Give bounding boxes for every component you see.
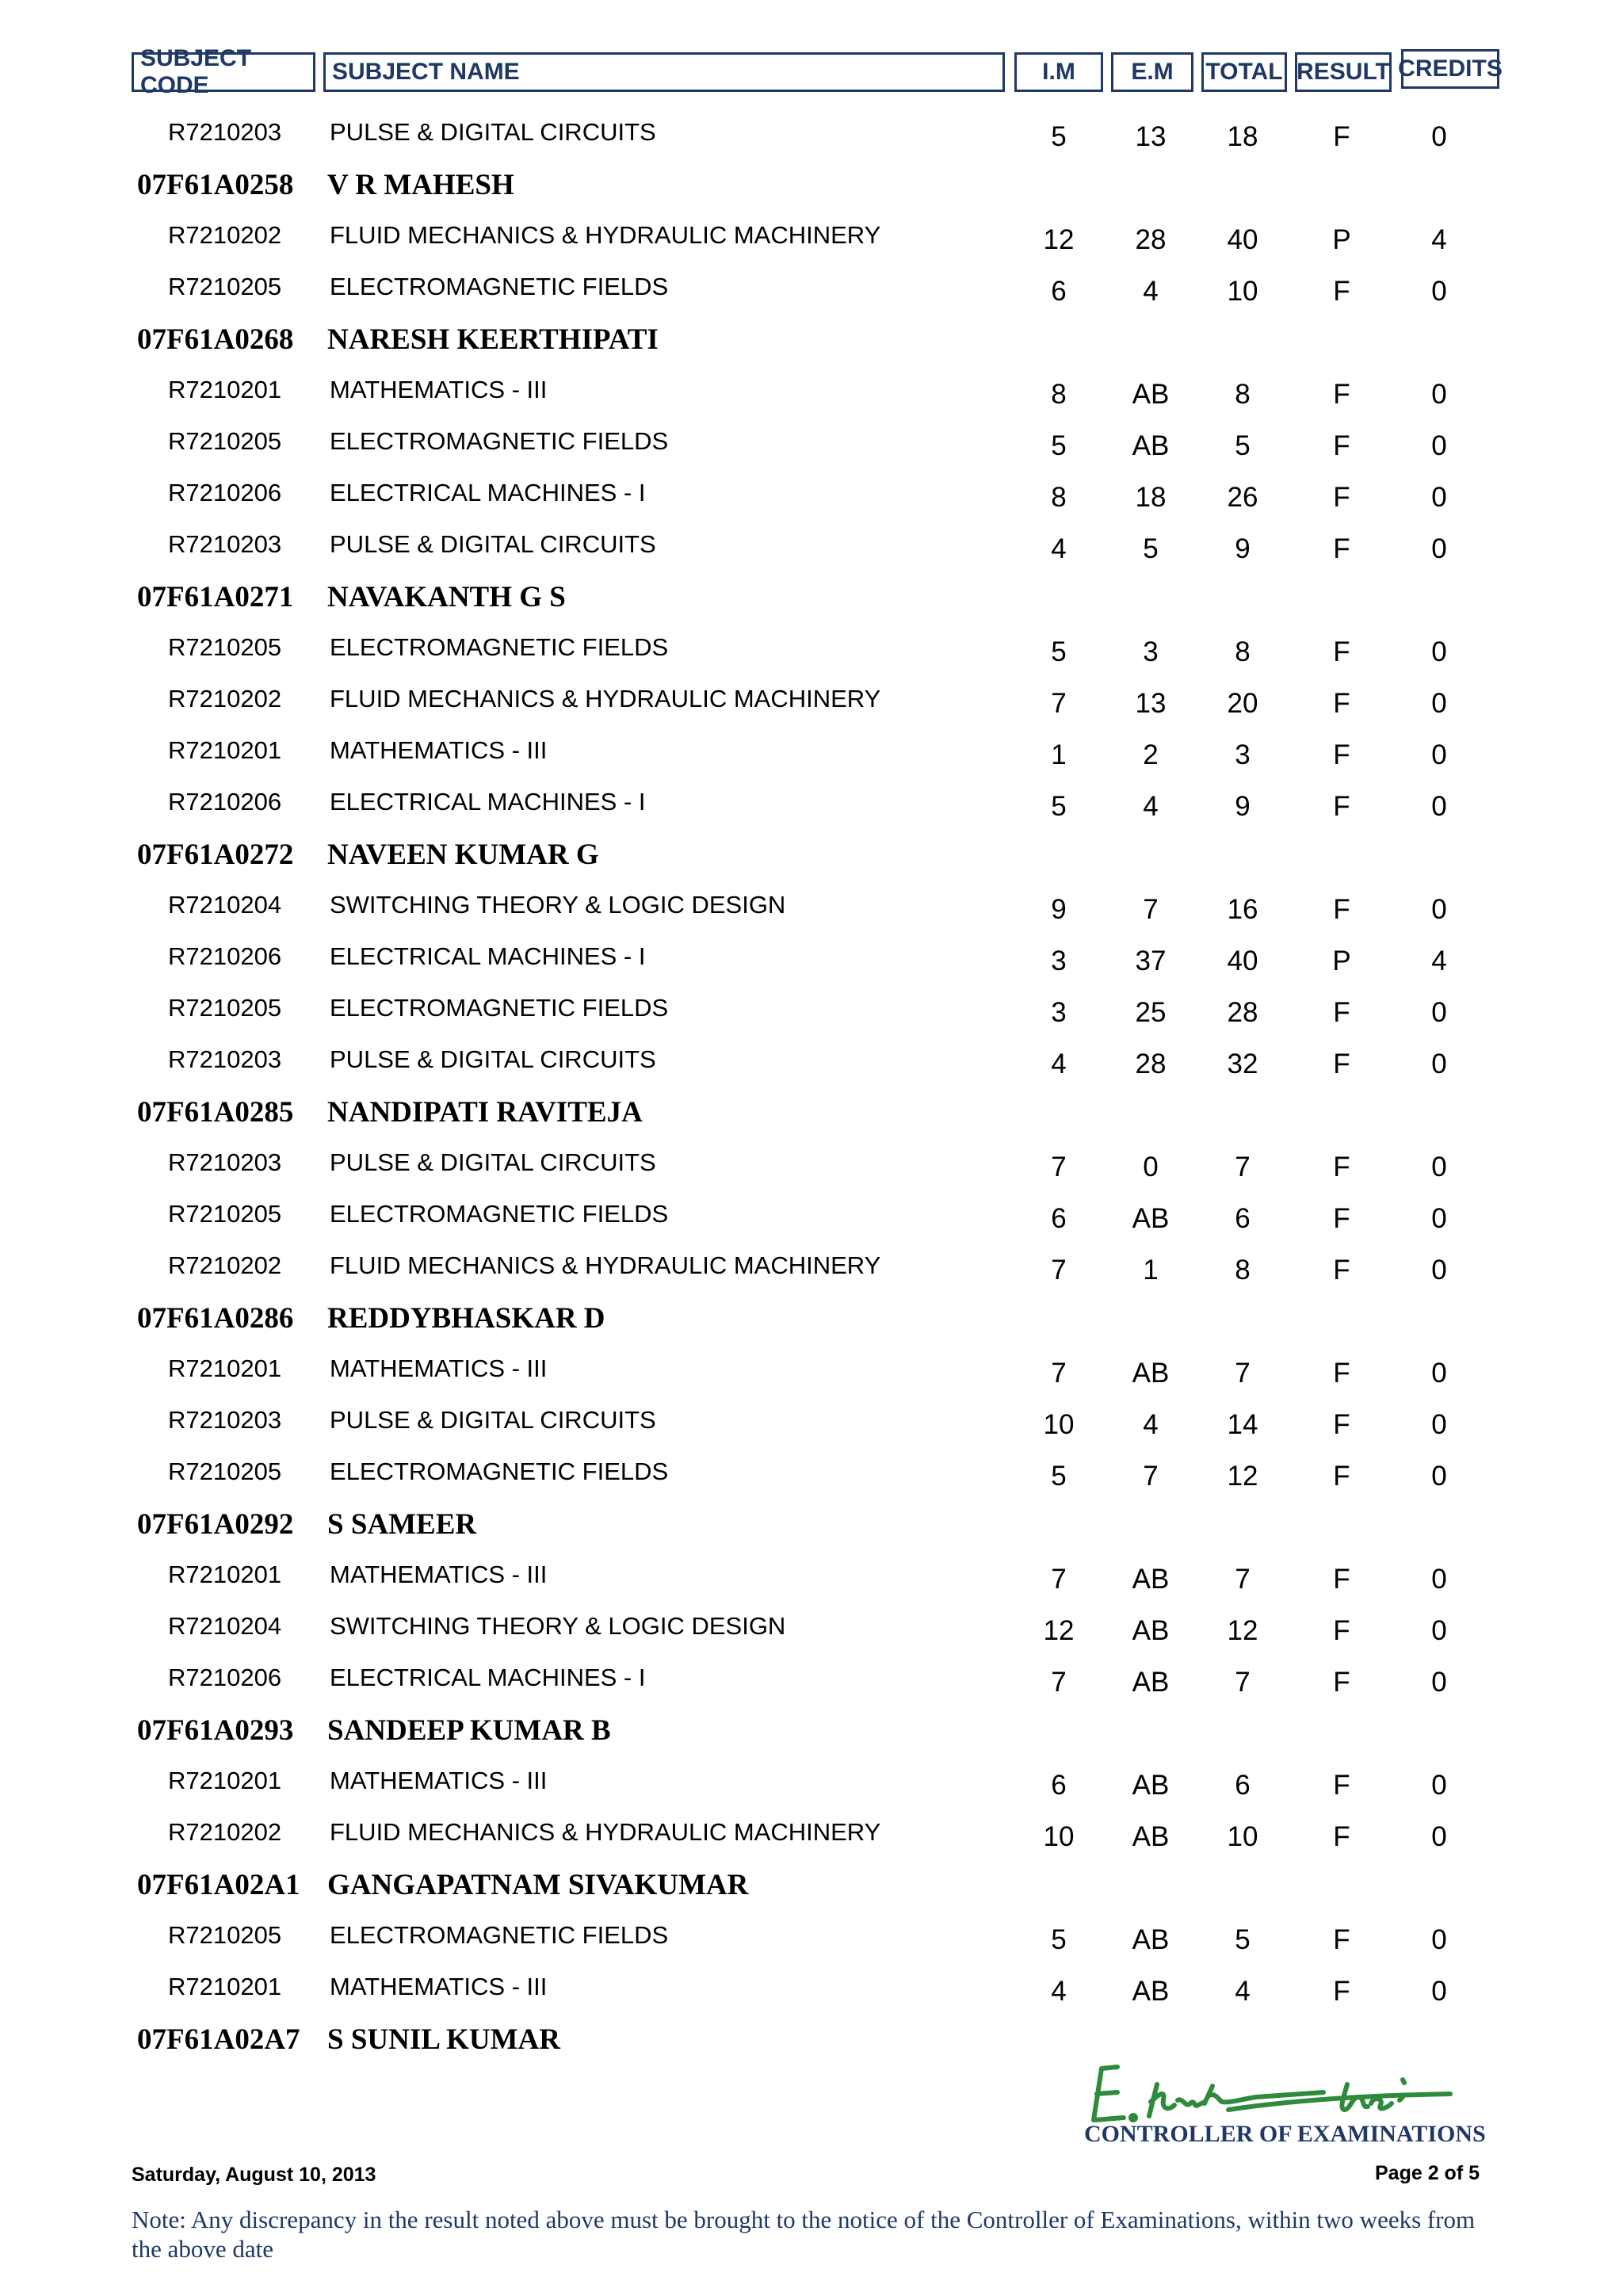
student-header-row — [0, 168, 1623, 220]
student-id: 07F61A0268 — [137, 323, 294, 356]
credits: 0 — [1431, 1358, 1447, 1389]
internal-marks: 5 — [1051, 1461, 1067, 1492]
subject-code: R7210203 — [168, 118, 282, 146]
header-total: TOTAL — [1201, 52, 1287, 92]
internal-marks: 5 — [1051, 430, 1067, 461]
credits: 0 — [1431, 894, 1447, 925]
student-name: REDDYBHASKAR D — [327, 1302, 605, 1335]
credits: 0 — [1431, 791, 1447, 822]
result: F — [1333, 121, 1350, 152]
internal-marks: 3 — [1051, 997, 1067, 1028]
subject-code: R7210202 — [168, 685, 282, 712]
result: F — [1333, 276, 1350, 307]
external-marks: 13 — [1135, 121, 1167, 152]
total-marks: 10 — [1227, 276, 1258, 307]
subject-row — [0, 941, 1623, 992]
student-name: S SAMEER — [327, 1508, 477, 1541]
student-id: 07F61A0285 — [137, 1096, 294, 1129]
result: P — [1332, 946, 1351, 976]
result: F — [1333, 1409, 1350, 1440]
subject-code: R7210201 — [168, 376, 282, 403]
external-marks: AB — [1132, 1203, 1170, 1234]
subject-name: FLUID MECHANICS & HYDRAULIC MACHINERY — [330, 1251, 881, 1279]
student-name: NAVAKANTH G S — [327, 581, 566, 613]
result: F — [1333, 1358, 1350, 1389]
external-marks: 7 — [1143, 1461, 1159, 1492]
controller-signature — [1086, 2045, 1458, 2132]
subject-row — [0, 1456, 1623, 1507]
subject-row — [0, 529, 1623, 580]
student-header-row — [0, 323, 1623, 374]
credits: 0 — [1431, 1409, 1447, 1440]
subject-code: R7210205 — [168, 994, 282, 1022]
total-marks: 28 — [1227, 997, 1258, 1028]
result: F — [1333, 688, 1350, 719]
student-name: NANDIPATI RAVITEJA — [327, 1096, 643, 1129]
result: F — [1333, 1461, 1350, 1492]
student-header-row — [0, 580, 1623, 632]
subject-row — [0, 632, 1623, 683]
subject-name: FLUID MECHANICS & HYDRAULIC MACHINERY — [330, 221, 881, 249]
result: F — [1333, 1152, 1350, 1182]
total-marks: 12 — [1227, 1461, 1258, 1492]
result: F — [1333, 1203, 1350, 1234]
total-marks: 16 — [1227, 894, 1258, 925]
subject-code: R7210204 — [168, 1612, 282, 1640]
subject-name: PULSE & DIGITAL CIRCUITS — [330, 1148, 656, 1176]
credits: 0 — [1431, 997, 1447, 1028]
subject-name: ELECTROMAGNETIC FIELDS — [330, 1457, 669, 1485]
subject-name: MATHEMATICS - III — [330, 1354, 548, 1382]
result: F — [1333, 739, 1350, 770]
subject-row — [0, 683, 1623, 735]
subject-row — [0, 992, 1623, 1044]
external-marks: 28 — [1135, 1049, 1167, 1079]
internal-marks: 10 — [1043, 1409, 1075, 1440]
result: P — [1332, 224, 1351, 255]
header-subject-code: SUBJECT CODE — [132, 52, 315, 92]
credits: 0 — [1431, 1821, 1447, 1852]
internal-marks: 5 — [1051, 121, 1067, 152]
result: F — [1333, 1924, 1350, 1955]
subject-row — [0, 1198, 1623, 1250]
subject-row — [0, 220, 1623, 271]
subject-code: R7210201 — [168, 1767, 282, 1794]
internal-marks: 7 — [1051, 1564, 1067, 1595]
subject-row — [0, 374, 1623, 426]
subject-code: R7210202 — [168, 1818, 282, 1846]
total-marks: 8 — [1235, 1255, 1251, 1286]
subject-code: R7210201 — [168, 1354, 282, 1382]
result: F — [1333, 997, 1350, 1028]
subject-name: FLUID MECHANICS & HYDRAULIC MACHINERY — [330, 1818, 881, 1846]
external-marks: 3 — [1143, 636, 1159, 667]
student-id: 07F61A0293 — [137, 1714, 294, 1747]
subject-name: SWITCHING THEORY & LOGIC DESIGN — [330, 891, 786, 919]
external-marks: 18 — [1135, 482, 1167, 513]
student-header-row — [0, 1301, 1623, 1353]
header-result: RESULT — [1295, 52, 1392, 92]
internal-marks: 4 — [1051, 1976, 1067, 2007]
student-id: 07F61A0258 — [137, 169, 294, 201]
subject-code: R7210203 — [168, 1406, 282, 1434]
internal-marks: 7 — [1051, 1667, 1067, 1698]
subject-name: MATHEMATICS - III — [330, 1767, 548, 1794]
external-marks: AB — [1132, 1770, 1170, 1801]
subject-row — [0, 1971, 1623, 2023]
student-header-row — [0, 1095, 1623, 1147]
print-date: Saturday, August 10, 2013 — [132, 2164, 376, 2186]
result: F — [1333, 1667, 1350, 1698]
subject-code: R7210202 — [168, 221, 282, 249]
subject-row — [0, 1610, 1623, 1662]
credits: 0 — [1431, 1461, 1447, 1492]
subject-code: R7210202 — [168, 1251, 282, 1279]
subject-code: R7210205 — [168, 1921, 282, 1949]
result: F — [1333, 1255, 1350, 1286]
subject-row — [0, 1559, 1623, 1610]
subject-name: PULSE & DIGITAL CIRCUITS — [330, 1045, 656, 1073]
subject-row — [0, 1765, 1623, 1817]
credits: 0 — [1431, 1049, 1447, 1079]
internal-marks: 7 — [1051, 1255, 1067, 1286]
subject-name: PULSE & DIGITAL CIRCUITS — [330, 530, 656, 558]
total-marks: 7 — [1235, 1358, 1251, 1389]
student-name: SANDEEP KUMAR B — [327, 1714, 611, 1747]
subject-code: R7210206 — [168, 479, 282, 506]
subject-code: R7210203 — [168, 1045, 282, 1073]
student-name: V R MAHESH — [327, 169, 514, 201]
external-marks: 0 — [1143, 1152, 1159, 1182]
total-marks: 12 — [1227, 1615, 1258, 1646]
subject-code: R7210203 — [168, 1148, 282, 1176]
subject-name: ELECTROMAGNETIC FIELDS — [330, 994, 669, 1022]
subject-row — [0, 271, 1623, 323]
controller-title: CONTROLLER OF EXAMINATIONS — [1084, 2121, 1486, 2147]
credits: 0 — [1431, 533, 1447, 564]
subject-row — [0, 1250, 1623, 1301]
internal-marks: 5 — [1051, 636, 1067, 667]
header-im: I.M — [1014, 52, 1103, 92]
credits: 0 — [1431, 379, 1447, 410]
subject-name: ELECTROMAGNETIC FIELDS — [330, 273, 669, 300]
credits: 0 — [1431, 1924, 1447, 1955]
credits: 0 — [1431, 1615, 1447, 1646]
student-id: 07F61A0292 — [137, 1508, 294, 1541]
subject-code: R7210205 — [168, 1457, 282, 1485]
external-marks: AB — [1132, 1667, 1170, 1698]
total-marks: 7 — [1235, 1152, 1251, 1182]
external-marks: 4 — [1143, 791, 1159, 822]
internal-marks: 6 — [1051, 1770, 1067, 1801]
subject-code: R7210206 — [168, 942, 282, 970]
result: F — [1333, 1976, 1350, 2007]
result: F — [1333, 430, 1350, 461]
credits: 0 — [1431, 482, 1447, 513]
total-marks: 6 — [1235, 1203, 1251, 1234]
external-marks: AB — [1132, 1615, 1170, 1646]
credits: 0 — [1431, 1203, 1447, 1234]
credits: 4 — [1431, 224, 1447, 255]
total-marks: 7 — [1235, 1564, 1251, 1595]
total-marks: 5 — [1235, 1924, 1251, 1955]
subject-name: MATHEMATICS - III — [330, 376, 548, 403]
internal-marks: 12 — [1043, 224, 1075, 255]
internal-marks: 4 — [1051, 1049, 1067, 1079]
external-marks: 37 — [1135, 946, 1167, 976]
subject-name: PULSE & DIGITAL CIRCUITS — [330, 118, 656, 146]
external-marks: AB — [1132, 1358, 1170, 1389]
total-marks: 32 — [1227, 1049, 1258, 1079]
total-marks: 8 — [1235, 379, 1251, 410]
result: F — [1333, 533, 1350, 564]
subject-code: R7210201 — [168, 1973, 282, 2000]
student-name: GANGAPATNAM SIVAKUMAR — [327, 1869, 749, 1901]
internal-marks: 7 — [1051, 1152, 1067, 1182]
total-marks: 40 — [1227, 224, 1258, 255]
student-name: NAVEEN KUMAR G — [327, 839, 599, 871]
credits: 0 — [1431, 1255, 1447, 1286]
total-marks: 9 — [1235, 791, 1251, 822]
result: F — [1333, 1564, 1350, 1595]
subject-name: MATHEMATICS - III — [330, 736, 548, 764]
header-credits: CREDITS — [1401, 49, 1499, 89]
header-em: E.M — [1111, 52, 1193, 92]
subject-row — [0, 735, 1623, 786]
total-marks: 14 — [1227, 1409, 1258, 1440]
credits: 0 — [1431, 276, 1447, 307]
internal-marks: 12 — [1043, 1615, 1075, 1646]
subject-code: R7210205 — [168, 633, 282, 661]
result: F — [1333, 379, 1350, 410]
subject-row — [0, 889, 1623, 941]
subject-name: ELECTROMAGNETIC FIELDS — [330, 1200, 669, 1228]
credits: 4 — [1431, 946, 1447, 976]
subject-name: SWITCHING THEORY & LOGIC DESIGN — [330, 1612, 786, 1640]
subject-name: MATHEMATICS - III — [330, 1561, 548, 1588]
page-number: Page 2 of 5 — [1375, 2162, 1480, 2184]
subject-name: MATHEMATICS - III — [330, 1973, 548, 2000]
internal-marks: 9 — [1051, 894, 1067, 925]
total-marks: 26 — [1227, 482, 1258, 513]
subject-name: FLUID MECHANICS & HYDRAULIC MACHINERY — [330, 685, 881, 712]
subject-row — [0, 1662, 1623, 1713]
student-id: 07F61A0271 — [137, 581, 294, 613]
subject-code: R7210206 — [168, 1664, 282, 1691]
subject-code: R7210201 — [168, 1561, 282, 1588]
credits: 0 — [1431, 688, 1447, 719]
student-header-row — [0, 1507, 1623, 1559]
internal-marks: 7 — [1051, 1358, 1067, 1389]
credits: 0 — [1431, 1770, 1447, 1801]
total-marks: 4 — [1235, 1976, 1251, 2007]
discrepancy-note: Note: Any discrepancy in the result noted above must be brought to the notice of the Controller of Examinations, within two weeks from the above date — [132, 2206, 1476, 2263]
result: F — [1333, 636, 1350, 667]
total-marks: 6 — [1235, 1770, 1251, 1801]
internal-marks: 4 — [1051, 533, 1067, 564]
total-marks: 20 — [1227, 688, 1258, 719]
subject-row — [0, 1353, 1623, 1404]
internal-marks: 6 — [1051, 1203, 1067, 1234]
external-marks: 1 — [1143, 1255, 1159, 1286]
student-id: 07F61A02A7 — [137, 2023, 300, 2056]
result: F — [1333, 894, 1350, 925]
total-marks: 7 — [1235, 1667, 1251, 1698]
subject-row — [0, 117, 1623, 168]
student-id: 07F61A0286 — [137, 1302, 294, 1335]
external-marks: 4 — [1143, 1409, 1159, 1440]
internal-marks: 5 — [1051, 1924, 1067, 1955]
external-marks: 2 — [1143, 739, 1159, 770]
subject-name: ELECTRICAL MACHINES - I — [330, 942, 646, 970]
student-header-row — [0, 1713, 1623, 1765]
external-marks: AB — [1132, 1924, 1170, 1955]
subject-name: ELECTRICAL MACHINES - I — [330, 788, 646, 816]
credits: 0 — [1431, 1976, 1447, 2007]
credits: 0 — [1431, 1564, 1447, 1595]
student-name: S SUNIL KUMAR — [327, 2023, 560, 2056]
subject-name: PULSE & DIGITAL CIRCUITS — [330, 1406, 656, 1434]
credits: 0 — [1431, 1152, 1447, 1182]
external-marks: AB — [1132, 379, 1170, 410]
result: F — [1333, 1821, 1350, 1852]
external-marks: 25 — [1135, 997, 1167, 1028]
external-marks: 28 — [1135, 224, 1167, 255]
subject-code: R7210204 — [168, 891, 282, 919]
internal-marks: 3 — [1051, 946, 1067, 976]
subject-row — [0, 426, 1623, 477]
result: F — [1333, 482, 1350, 513]
total-marks: 9 — [1235, 533, 1251, 564]
internal-marks: 6 — [1051, 276, 1067, 307]
subject-row — [0, 1147, 1623, 1198]
subject-name: ELECTROMAGNETIC FIELDS — [330, 633, 669, 661]
subject-row — [0, 1404, 1623, 1456]
credits: 0 — [1431, 1667, 1447, 1698]
student-name: NARESH KEERTHIPATI — [327, 323, 659, 356]
subject-code: R7210201 — [168, 736, 282, 764]
external-marks: AB — [1132, 1976, 1170, 2007]
total-marks: 8 — [1235, 636, 1251, 667]
credits: 0 — [1431, 739, 1447, 770]
internal-marks: 8 — [1051, 482, 1067, 513]
external-marks: AB — [1132, 1564, 1170, 1595]
subject-row — [0, 1920, 1623, 1971]
external-marks: 7 — [1143, 894, 1159, 925]
credits: 0 — [1431, 121, 1447, 152]
internal-marks: 5 — [1051, 791, 1067, 822]
internal-marks: 8 — [1051, 379, 1067, 410]
subject-row — [0, 786, 1623, 838]
total-marks: 5 — [1235, 430, 1251, 461]
subject-code: R7210205 — [168, 1200, 282, 1228]
subject-code: R7210203 — [168, 530, 282, 558]
subject-code: R7210205 — [168, 427, 282, 455]
subject-code: R7210206 — [168, 788, 282, 816]
student-header-row — [0, 838, 1623, 889]
internal-marks: 1 — [1051, 739, 1067, 770]
credits: 0 — [1431, 636, 1447, 667]
result: F — [1333, 1049, 1350, 1079]
header-subject-name: SUBJECT NAME — [323, 52, 1005, 92]
student-id: 07F61A02A1 — [137, 1869, 300, 1901]
external-marks: AB — [1132, 430, 1170, 461]
subject-name: ELECTRICAL MACHINES - I — [330, 1664, 646, 1691]
subject-name: ELECTRICAL MACHINES - I — [330, 479, 646, 506]
subject-code: R7210205 — [168, 273, 282, 300]
student-header-row — [0, 1868, 1623, 1920]
result: F — [1333, 791, 1350, 822]
internal-marks: 7 — [1051, 688, 1067, 719]
subject-row — [0, 1044, 1623, 1095]
internal-marks: 10 — [1043, 1821, 1075, 1852]
result: F — [1333, 1770, 1350, 1801]
external-marks: 4 — [1143, 276, 1159, 307]
total-marks: 40 — [1227, 946, 1258, 976]
total-marks: 3 — [1235, 739, 1251, 770]
total-marks: 10 — [1227, 1821, 1258, 1852]
result: F — [1333, 1615, 1350, 1646]
subject-name: ELECTROMAGNETIC FIELDS — [330, 1921, 669, 1949]
external-marks: 5 — [1143, 533, 1159, 564]
student-id: 07F61A0272 — [137, 839, 294, 871]
total-marks: 18 — [1227, 121, 1258, 152]
subject-row — [0, 1817, 1623, 1868]
external-marks: AB — [1132, 1821, 1170, 1852]
subject-row — [0, 477, 1623, 529]
external-marks: 13 — [1135, 688, 1167, 719]
subject-name: ELECTROMAGNETIC FIELDS — [330, 427, 669, 455]
credits: 0 — [1431, 430, 1447, 461]
